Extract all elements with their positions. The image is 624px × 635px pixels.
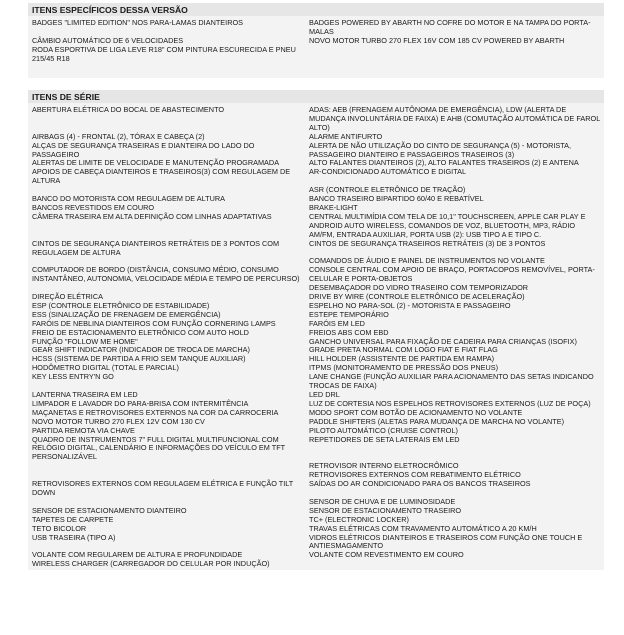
feature-left: WIRELESS CHARGER (CARREGADOR DO CELULAR POR INDUÇÃO) xyxy=(32,559,270,569)
section-header-specific xyxy=(28,3,604,16)
feature-right xyxy=(309,560,601,569)
feature-right: RETROVISORES EXTERNOS COM REBATIMENTO ELÉTRICO xyxy=(309,470,521,480)
feature-left: DIREÇÃO ELÉTRICA xyxy=(32,292,103,302)
feature-left: RODA ESPORTIVA DE LIGA LEVE R18" COM PINTURA ESCURECIDA E PNEU 215/45 R18 xyxy=(32,44,296,63)
feature-row xyxy=(32,436,601,463)
section-header-standard xyxy=(28,90,604,103)
feature-right: SAÍDAS DO AR CONDICIONADO PARA OS BANCOS TRASEIROS xyxy=(309,479,531,489)
feature-right: FARÓIS EM LED xyxy=(309,318,365,328)
feature-right: BANCO TRASEIRO BIPARTIDO 60/40 E REBATÍVEL xyxy=(309,194,484,204)
feature-right: DESEMBAÇADOR DO VIDRO TRASEIRO COM TEMPORIZADOR xyxy=(309,283,529,293)
feature-left: COMPUTADOR DE BORDO (DISTÂNCIA, CONSUMO MÉDIO, CONSUMO INSTANTÂNEO, AUTONOMIA, VELOCIDADE MÉDIA E TEMPO DE PERCURSO) xyxy=(32,265,300,284)
feature-left: FUNÇÃO "FOLLOW ME HOME" xyxy=(32,336,138,346)
feature-right: ALTO FALANTES DIANTEIROS (2), ALTO FALANTES TRASEIROS (2) E ANTENA xyxy=(309,158,579,168)
feature-right xyxy=(309,46,601,64)
feature-row xyxy=(32,480,601,498)
feature-left: HODÔMETRO DIGITAL (TOTAL E PARCIAL) xyxy=(32,363,179,373)
feature-right: PADDLE SHIFTERS (ALETAS PARA MUDANÇA DE MARCHA NO VOLANTE) xyxy=(309,416,565,426)
feature-right: CINTOS DE SEGURANÇA TRASEIROS RETRÁTEIS (3) DE 3 PONTOS xyxy=(309,238,546,248)
feature-right: ADAS: AEB (FRENAGEM AUTÔNOMA DE EMERGÊNCIA), LDW (ALERTA DE MUDANÇA INVOLUNTÁRIA DE FAIXA) E AHB (COMUTAÇÃO AUTOMÁTICA DE FAROL ALTO) xyxy=(309,105,600,132)
feature-left: APOIOS DE CABEÇA DIANTEIROS E TRASEIROS(3) COM REGULAGEM DE ALTURA xyxy=(32,167,291,186)
feature-right: NOVO MOTOR TURBO 270 FLEX 16V COM 185 CV POWERED BY ABARTH xyxy=(309,35,565,45)
feature-right: ASR (CONTROLE ELETRÔNICO DE TRAÇÃO) xyxy=(309,185,466,195)
section-title: ITENS DE SÉRIE xyxy=(32,92,100,102)
feature-left: USB TRASEIRA (TIPO A) xyxy=(32,532,116,542)
feature-row xyxy=(32,106,601,133)
feature-right: ALERTA DE NÃO UTILIZAÇÃO DO CINTO DE SEGURANÇA (5) - MOTORISTA, PASSAGEIRO DIANTEIRO E PASSAGEIROS TRASEIROS (3) xyxy=(309,140,572,159)
feature-right: REPETIDORES DE SETA LATERAIS EM LED xyxy=(309,434,460,444)
feature-right: MODO SPORT COM BOTÃO DE ACIONAMENTO NO VOLANTE xyxy=(309,407,523,417)
feature-left: RETROVISORES EXTERNOS COM REGULAGEM ELÉTRICA E FUNÇÃO TILT DOWN xyxy=(32,479,294,497)
feature-left: CINTOS DE SEGURANÇA DIANTEIROS RETRÁTEIS DE 3 PONTOS COM REGULAGEM DE ALTURA xyxy=(32,238,280,257)
feature-row xyxy=(32,168,601,186)
feature-right: TC+ (ELECTRONIC LOCKER) xyxy=(309,514,409,524)
feature-left: BANCO DO MOTORISTA COM REGULAGEM DE ALTURA xyxy=(32,194,225,204)
feature-row xyxy=(32,560,601,569)
spec-document xyxy=(28,0,604,570)
feature-right: LUZ DE CORTESIA NOS ESPELHOS RETROVISORES EXTERNOS (LUZ DE POÇA) xyxy=(309,398,591,408)
feature-row xyxy=(32,19,601,37)
feature-left xyxy=(32,462,309,471)
feature-left: VOLANTE COM REGULAREM DE ALTURA E PROFUNDIDADE xyxy=(32,550,243,560)
feature-left: BADGES "LIMITED EDITION" NOS PARA-LAMAS DIANTEIROS xyxy=(32,18,244,27)
feature-left: HCSS (SISTEMA DE PARTIDA A FRIO SEM TANQUE AUXILIAR) xyxy=(32,354,246,364)
feature-right: CONSOLE CENTRAL COM APOIO DE BRAÇO, PORTACOPOS REMOVÍVEL, PORTA-CELULAR E PORTA-OBJETOS xyxy=(309,265,595,284)
feature-right: VIDROS ELÉTRICOS DIANTEIROS E TRASEIROS COM FUNÇÃO ONE TOUCH E ANTIESMAGAMENTO xyxy=(309,532,583,551)
feature-row xyxy=(32,373,601,391)
section-body-specific xyxy=(28,16,604,78)
feature-left: SENSOR DE ESTACIONAMENTO DIANTEIRO xyxy=(32,505,187,515)
feature-row xyxy=(32,266,601,284)
feature-right: SENSOR DE ESTACIONAMENTO TRASEIRO xyxy=(309,505,462,515)
feature-right: GANCHO UNIVERSAL PARA FIXAÇÃO DE CADEIRA PARA CRIANÇAS (ISOFIX) xyxy=(309,336,577,346)
feature-right: LANE CHANGE (FUNÇÃO AUXILIAR PARA ACIONAMENTO DAS SETAS INDICANDO TROCAS DE FAIXA) xyxy=(309,372,594,391)
feature-right: SENSOR DE CHUVA E DE LUMINOSIDADE xyxy=(309,496,456,506)
feature-right: HILL HOLDER (ASSISTENTE DE PARTIDA EM RAMPA) xyxy=(309,354,495,364)
feature-row xyxy=(32,213,601,240)
feature-left: QUADRO DE INSTRUMENTOS 7" FULL DIGITAL MULTIFUNCIONAL COM RELÓGIO DIGITAL, CALENDÁRIO E INFORMAÇÕES DO VEÍCULO EM TFT PERSONALIZÁVEL xyxy=(32,434,285,462)
section-title: ITENS ESPECÍFICOS DESSA VERSÃO xyxy=(32,5,188,15)
feature-right: ALARME ANTIFURTO xyxy=(309,131,383,141)
feature-right: LED DRL xyxy=(309,390,340,399)
feature-left: TETO BICOLOR xyxy=(32,523,87,533)
feature-left: KEY LESS ENTRY'N GO xyxy=(32,372,114,382)
feature-right: DRIVE BY WIRE (CONTROLE ELETRÔNICO DE ACELERAÇÃO) xyxy=(309,292,525,302)
feature-left: FARÓIS DE NEBLINA DIANTEIROS COM FUNÇÃO CORNERING LAMPS xyxy=(32,318,276,328)
feature-right: PILOTO AUTOMÁTICO (CRUISE CONTROL) xyxy=(309,425,458,435)
section-body-standard xyxy=(28,103,604,570)
feature-right: ESTEPE TEMPORÁRIO xyxy=(309,309,389,319)
feature-left: ESS (SINALIZAÇÃO DE FRENAGEM DE EMERGÊNCIA) xyxy=(32,309,221,319)
feature-right: FREIOS ABS COM EBD xyxy=(309,327,389,337)
feature-right: VOLANTE COM REVESTIMENTO EM COURO xyxy=(309,550,464,560)
feature-right: RETROVISOR INTERNO ELETROCRÔMICO xyxy=(309,461,459,471)
feature-left: BANCOS REVESTIDOS EM COURO xyxy=(32,202,155,212)
feature-left: MAÇANETAS E RETROVISORES EXTERNOS NA COR DA CARROCERIA xyxy=(32,407,279,417)
feature-row xyxy=(32,240,601,258)
feature-right: AR-CONDICIONADO AUTOMÁTICO E DIGITAL xyxy=(309,167,467,177)
feature-right: BADGES POWERED BY ABARTH NO COFRE DO MOTOR E NA TAMPA DO PORTA-MALAS xyxy=(309,18,591,36)
feature-left: CÂMERA TRASEIRA EM ALTA DEFINIÇÃO COM LINHAS ADAPTATIVAS xyxy=(32,211,272,221)
feature-left: GEAR SHIFT INDICATOR (INDICADOR DE TROCA DE MARCHA) xyxy=(32,345,250,355)
feature-left: LIMPADOR E LAVADOR DO PARA-BRISA COM INTERMITÊNCIA xyxy=(32,398,249,408)
feature-row xyxy=(32,142,601,160)
feature-left: PARTIDA REMOTA VIA CHAVE xyxy=(32,425,135,435)
feature-right: TRAVAS ELÉTRICAS COM TRAVAMENTO AUTOMÁTICO A 20 KM/H xyxy=(309,523,537,533)
feature-right: COMANDOS DE ÁUDIO E PAINEL DE INSTRUMENTOS NO VOLANTE xyxy=(309,256,545,266)
feature-left: ABERTURA ELÉTRICA DO BOCAL DE ABASTECIMENTO xyxy=(32,105,225,114)
feature-right: CENTRAL MULTIMÍDIA COM TELA DE 10,1" TOUCHSCREEN, APPLE CAR PLAY E ANDROID AUTO WIRELESS, COMANDOS DE VOZ, BLUETOOTH, MP3, RÁDIO AM/FM, ENTRADA AUXILIAR, PORTA USB (2): USB TIPO A E TIPO C. xyxy=(309,211,586,239)
feature-right: BRAKE-LIGHT xyxy=(309,202,358,212)
feature-row xyxy=(32,46,601,64)
feature-left: ESP (CONTROLE ELETRÔNICO DE ESTABILIDADE) xyxy=(32,300,210,310)
feature-left: NOVO MOTOR TURBO 270 FLEX 12V COM 130 CV xyxy=(32,416,205,426)
feature-left: FREIO DE ESTACIONAMENTO ELETRÔNICO COM AUTO HOLD xyxy=(32,327,249,337)
feature-left: ALERTAS DE LIMITE DE VELOCIDADE E MANUTENÇÃO PROGRAMADA xyxy=(32,158,280,168)
feature-left: AIRBAGS (4) - FRONTAL (2), TÓRAX E CABEÇA (2) xyxy=(32,131,205,141)
feature-right: GRADE PRETA NORMAL COM LOGO FIAT E FIAT FLAG xyxy=(309,345,498,355)
feature-right: ESPELHO NO PARA-SOL (2) - MOTORISTA E PASSAGEIRO xyxy=(309,300,511,310)
feature-left: CÂMBIO AUTOMÁTICO DE 6 VELOCIDADES xyxy=(32,35,184,45)
feature-row xyxy=(32,534,601,552)
feature-left: ALÇAS DE SEGURANÇA TRASEIRAS E DIANTEIRA DO LADO DO PASSAGEIRO xyxy=(32,140,255,159)
feature-left: TAPETES DE CARPETE xyxy=(32,514,114,524)
feature-right: ITPMS (MONITORAMENTO DE PRESSÃO DOS PNEUS) xyxy=(309,363,499,373)
feature-left: LANTERNA TRASEIRA EM LED xyxy=(32,390,138,399)
